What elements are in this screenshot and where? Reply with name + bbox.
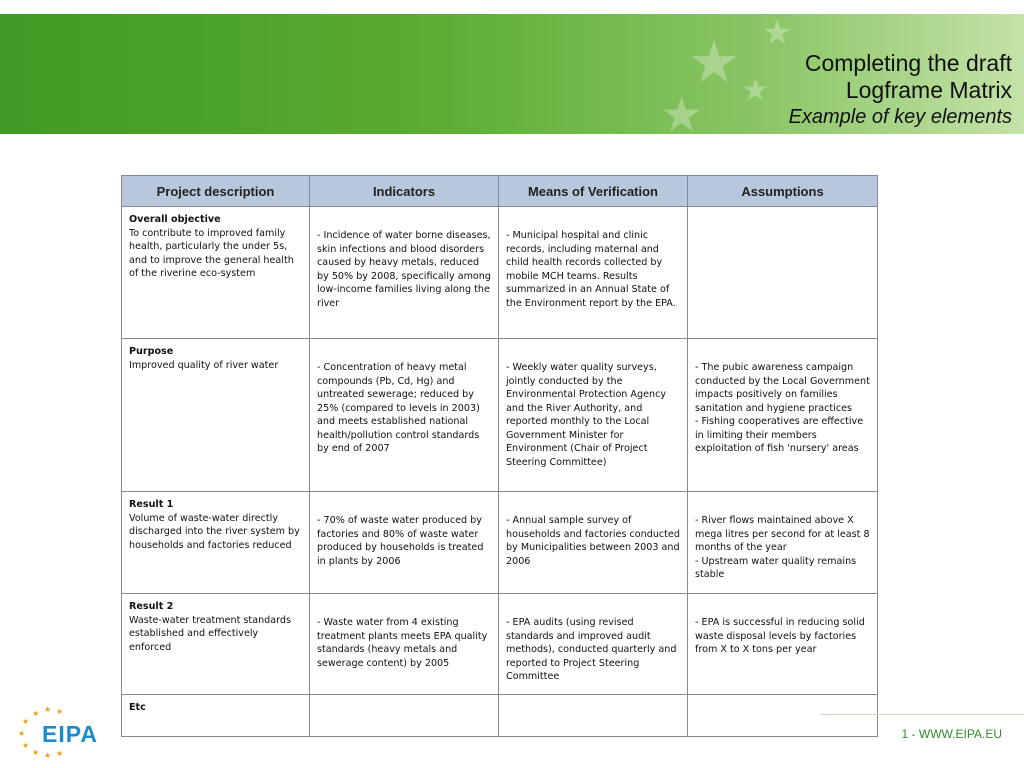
verification-cell (499, 207, 688, 339)
verification-cell (499, 695, 688, 737)
indicators-cell (310, 594, 499, 695)
star-icon: ★ (688, 30, 740, 95)
star-icon: ★ (22, 741, 30, 750)
title-line-2: Logframe Matrix (845, 77, 1012, 103)
description-cell (122, 339, 310, 492)
assumption-text: - The pubic awareness campaign conducted by the Local Government impacts positively on families sanitation and hygiene practices (695, 362, 870, 414)
indicator-text: - Incidence of water borne diseases, skin infections and blood disorders caused by heavy metals, reduced by 50% by 2008, specifically among low-income families living along the river (317, 230, 491, 309)
star-icon: ★ (742, 74, 769, 107)
eipa-logo (14, 705, 100, 760)
slide-title (789, 50, 1012, 130)
assumptions-cell (688, 207, 878, 339)
indicators-cell (310, 695, 499, 737)
star-icon: ★ (44, 751, 52, 760)
description-cell (122, 207, 310, 339)
verification-cell (499, 492, 688, 594)
row-level-label: Etc (129, 702, 146, 713)
verification-text: - Municipal hospital and clinic records, including maternal and child health records collected by mobile MCH teams. Results summarized in an Annual State of the Environment report by the EPA. (506, 230, 676, 309)
assumption-text: - Upstream water quality remains stable (695, 555, 857, 580)
verification-text: - Annual sample survey of households and factories conducted by Municipalities between 2003 and 2006 (506, 515, 680, 567)
footer-website[interactable]: 1 - WWW.EIPA.EU (901, 727, 1002, 741)
table-row-result-1 (122, 492, 878, 594)
indicators-cell (310, 207, 499, 339)
assumption-text: - River flows maintained above X mega litres per second for at least 8 months of the year (695, 515, 870, 553)
row-description: Improved quality of river water (129, 359, 279, 371)
verification-text: - Weekly water quality surveys, jointly conducted by the Environmental Protection Agency and the River Authority, and reported monthly to the Local Government Minister for Environment (Chair of Project Steering Committee) (506, 362, 667, 468)
header-row (122, 176, 878, 207)
row-description: Waste-water treatment standards established and effectively enforced (129, 614, 291, 653)
star-icon: ★ (32, 709, 40, 718)
column-header-assumptions: Assumptions (688, 176, 878, 207)
table-row-etc (122, 695, 878, 737)
assumption-text: - Fishing cooperatives are effective in limiting their members exploitation of fish 'nursery' areas (695, 416, 864, 454)
row-level-label: Result 1 (129, 499, 174, 510)
column-header-indicators: Indicators (310, 176, 499, 207)
slide-subtitle: Example of key elements (788, 106, 1012, 128)
logo-text: EIPA (42, 721, 98, 747)
logframe-matrix (121, 175, 878, 737)
assumptions-cell (688, 695, 878, 737)
indicators-cell (310, 339, 499, 492)
assumptions-cell (688, 594, 878, 695)
row-level-label: Purpose (129, 346, 174, 357)
column-header-project-description: Project description (122, 176, 310, 207)
verification-text: - EPA audits (using revised standards and improved audit methods), conducted quarterly and reported to Project Steering Committee (506, 617, 677, 682)
title-line-1: Completing the draft (804, 50, 1012, 76)
indicator-text: - Waste water from 4 existing treatment plants meets EPA quality standards (heavy metals and sewerage content) by 2005 (317, 617, 488, 669)
assumptions-cell (688, 492, 878, 594)
column-header-means-of-verification: Means of Verification (499, 176, 688, 207)
table-row-result-2 (122, 594, 878, 695)
row-level-label: Result 2 (129, 601, 174, 612)
star-icon: ★ (660, 89, 704, 134)
indicator-text: - Concentration of heavy metal compounds (Pb, Cd, Hg) and untreated sewerage; reduced by 25% (compared to levels in 2003) and meets established national health/pollution control standards by end of 2007 (317, 362, 480, 454)
verification-cell (499, 339, 688, 492)
verification-cell (499, 594, 688, 695)
star-icon: ★ (44, 705, 52, 714)
table-row-purpose (122, 339, 878, 492)
description-cell (122, 492, 310, 594)
footer-divider (820, 714, 1024, 715)
table-row-overall-objective (122, 207, 878, 339)
indicator-text: - 70% of waste water produced by factories and 80% of waste water produced by households is treated in plants by 2006 (317, 515, 484, 567)
row-description: Volume of waste-water directly discharged into the river system by households and factories reduced (129, 512, 300, 551)
star-icon: ★ (32, 748, 40, 757)
star-icon: ★ (56, 707, 64, 716)
description-cell (122, 594, 310, 695)
star-icon: ★ (18, 729, 26, 738)
row-description: To contribute to improved family health, particularly the under 5s, and to improve the general health of the riverine eco-system (129, 227, 294, 279)
star-icon: ★ (22, 717, 30, 726)
indicators-cell (310, 492, 499, 594)
star-icon: ★ (56, 749, 64, 758)
header-banner (0, 14, 1024, 134)
description-cell (122, 695, 310, 737)
assumptions-cell (688, 339, 878, 492)
star-icon: ★ (762, 14, 793, 52)
row-level-label: Overall objective (129, 214, 221, 225)
assumption-text: - EPA is successful in reducing solid waste disposal levels by factories from X to X tons per year (695, 617, 865, 655)
